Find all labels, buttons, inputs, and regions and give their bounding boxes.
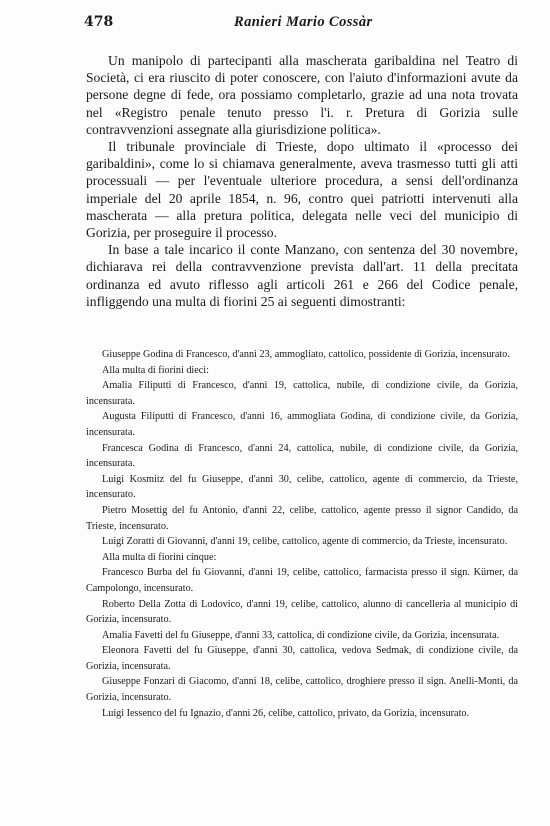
main-text <box>86 52 518 310</box>
list-item: Amalia Favetti del fu Giuseppe, d'anni 33, cattolica, di condizione civile, da Gorizia, incensurata. <box>102 629 500 641</box>
sentence-list <box>86 347 518 721</box>
list-item: Pietro Mosettig del fu Antonio, d'anni 22, celibe, cattolico, agente presso il signor Candido, da Trieste, incensurato. <box>86 504 518 532</box>
list-item: Luigi Zoratti di Giovanni, d'anni 19, celibe, cattolico, agente di commercio, da Trieste, incensurato. <box>102 536 508 548</box>
running-head: Ranieri Mario Cossàr <box>234 14 373 30</box>
list-item: Eleonora Favetti del fu Giuseppe, d'anni 30, cattolica, vedova Sedmak, di condizione civile, da Gorizia, incensurata. <box>86 645 518 672</box>
paragraph: Un manipolo di partecipanti alla mascherata garibaldina nel Teatro di Società, ci era riuscito di poter conoscere, con l'aiuto d'informazioni avute da persone degne di fede, ora possiamo completarlo, grazie ad una nota trovata nel «Registro penale tenuto presso l'i. r. Pretura di Gorizia sulle contravvenzioni assegnate alla giurisdizione politica». <box>86 53 518 137</box>
fine-heading: Alla multa di fiorini dieci: <box>102 364 209 376</box>
page-number: 478 <box>84 14 114 30</box>
list-item: Luigi Kosmitz del fu Giuseppe, d'anni 30, celibe, cattolico, agente di commercio, da Trieste, incensurato. <box>86 473 518 501</box>
list-item: Francesca Godina di Francesco, d'anni 24, cattolica, nubile, di condizione civile, da Gorizia, incensurata. <box>86 442 518 470</box>
list-item: Giuseppe Godina di Francesco, d'anni 23, ammogliato, cattolico, possidente di Gorizia, incensurato. <box>102 349 510 360</box>
list-item: Amalia Filiputti di Francesco, d'anni 19, cattolica, nubile, di condizione civile, da Gorizia, incensurata. <box>86 380 518 407</box>
list-item: Roberto Della Zotta di Lodovico, d'anni 19, celibe, cattolico, alunno di cancelleria al municipio di Gorizia, incensurato. <box>86 598 518 626</box>
paragraph: In base a tale incarico il conte Manzano, con sentenza del 30 novembre, dichiarava rei della contravvenzione prevista dall'art. 11 della precitata ordinanza ed avuto riflesso agli articoli 261 e 266 del Codice penale, infliggendo una multa di fiorini 25 ai seguenti dimostranti: <box>86 242 518 309</box>
list-item: Giuseppe Fonzari di Giacomo, d'anni 18, celibe, cattolico, droghiere presso il sign. Anelli-Monti, da Gorizia, incensurato. <box>86 676 518 704</box>
paragraph: Il tribunale provinciale di Trieste, dopo ultimato il «processo dei garibaldini», come lo si chiamava generalmente, aveva trasmesso tutti gli atti processuali — per l'eventuale ulteriore procedura, a sensi dell'ordinanza imperiale del 20 aprile 1854, n. 96, contro quei patriotti intervenuti alla mascherata — alla pretura politica, delegata nelle veci del municipio di Gorizia, per proseguire il processo. <box>86 139 518 241</box>
fine-heading: Alla multa di fiorini cinque: <box>102 551 217 563</box>
list-item: Luigi Iessenco del fu Ignazio, d'anni 26, celibe, cattolico, privato, da Gorizia, incensurato. <box>102 707 470 719</box>
list-item: Augusta Filiputti di Francesco, d'anni 16, ammogliata Godina, di condizione civile, da Gorizia, incensurata. <box>86 411 518 438</box>
page-header <box>84 14 518 36</box>
list-item: Francesco Burba del fu Giovanni, d'anni 19, celibe, cattolico, farmacista presso il sign. Kürner, da Campolongo, incensurato. <box>86 567 518 594</box>
